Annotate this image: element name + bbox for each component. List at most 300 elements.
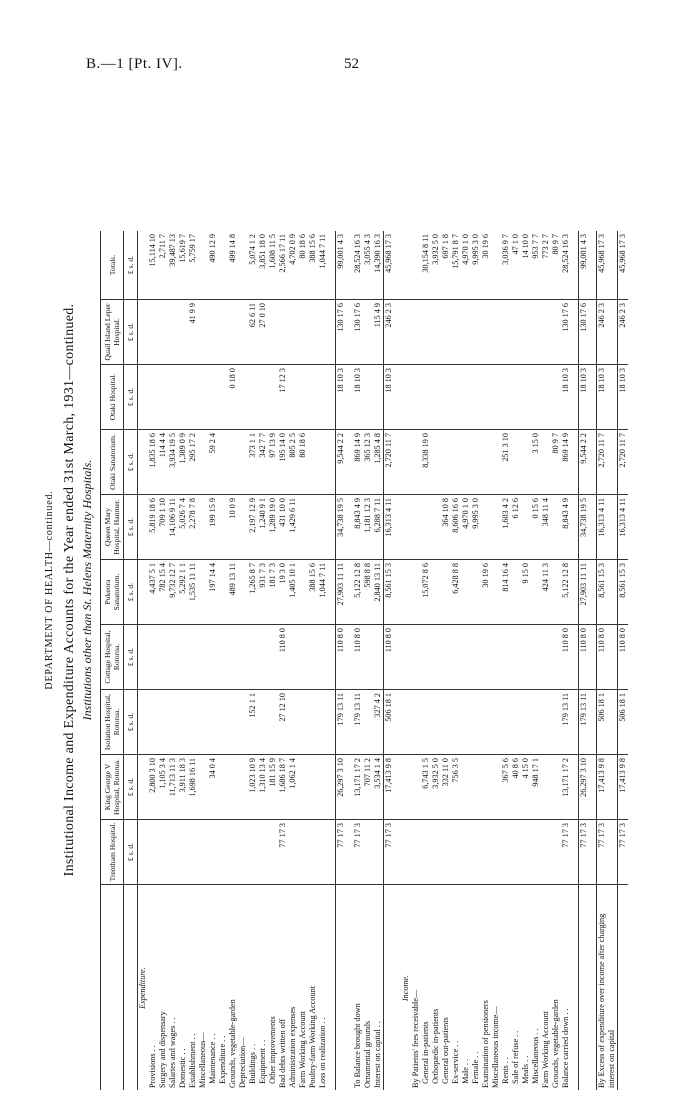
amount-cell: [521, 495, 531, 560]
total-cell: 26,297 3 10: [336, 755, 347, 820]
total-cell: 99,001 4 3: [579, 231, 590, 300]
amount-cell: [363, 625, 373, 690]
amount-cell: [401, 300, 411, 365]
spacer-cell: [571, 625, 579, 690]
amount-cell: 47 1 0: [511, 231, 521, 300]
amount-cell: [501, 690, 511, 755]
table-row: [268, 231, 278, 1090]
amount-cell: [228, 755, 238, 820]
amount-cell: [491, 365, 501, 430]
amount-cell: 4 15 0: [521, 755, 531, 820]
amount-cell: 34 0 4: [208, 755, 218, 820]
spacer-cell: [394, 885, 401, 1091]
unit-header: £ s. d.: [124, 625, 138, 690]
row-label: Male . .: [461, 1058, 470, 1088]
amount-cell: [451, 300, 461, 365]
amount-cell: 17 12 3: [278, 365, 288, 430]
spacer-row: [328, 231, 336, 1090]
unit-header: £ s. d.: [124, 755, 138, 820]
table-subtitle: Institutions other than St. Helens Maternity Hospitals.: [80, 459, 94, 721]
amount-cell: 28,524 16 3: [353, 231, 363, 300]
amount-cell: [198, 365, 208, 430]
table-row: [353, 231, 363, 1090]
amount-cell: 3,934 19 5: [168, 430, 178, 495]
amount-cell: 3 15 0: [531, 430, 541, 495]
amount-cell: [218, 820, 228, 885]
table-row: [363, 231, 373, 1090]
column-header: Quail Island Leper Hospital.: [101, 300, 124, 365]
table-row: [561, 231, 571, 1090]
spacer-cell: [328, 560, 336, 625]
table-row: [551, 231, 561, 1090]
amount-cell: [531, 365, 541, 430]
amount-cell: [511, 560, 521, 625]
amount-cell: [363, 690, 373, 755]
table-row: [228, 231, 238, 1090]
amount-cell: 332 11 0: [441, 755, 451, 820]
row-label: Depreciation—: [238, 1037, 247, 1088]
row-label: Poultry-farm Working Account: [308, 986, 317, 1088]
amount-cell: [441, 820, 451, 885]
table-row: [158, 231, 168, 1090]
amount-cell: [198, 231, 208, 300]
amount-cell: [431, 690, 441, 755]
amount-cell: [318, 755, 328, 820]
amount-cell: [541, 755, 551, 820]
total-cell: 27,903 11 11: [579, 560, 590, 625]
amount-cell: 110 8 0: [597, 625, 618, 690]
amount-cell: [451, 365, 461, 430]
amount-cell: 327 4 2: [373, 690, 384, 755]
amount-cell: [521, 820, 531, 885]
spacer-cell: [346, 231, 353, 300]
total-cell: 18 10 3: [336, 365, 347, 430]
column-header: [101, 885, 124, 1091]
table-row: [451, 231, 461, 1090]
amount-cell: [481, 365, 491, 430]
amount-cell: 17,413 9 8: [597, 755, 618, 820]
table-row: [258, 231, 268, 1090]
row-label: [384, 885, 395, 1091]
amount-cell: 18 10 3: [353, 365, 363, 430]
row-label: By Patients' fees receivable—: [411, 989, 420, 1088]
spacer-cell: [394, 300, 401, 365]
amount-cell: [308, 495, 318, 560]
amount-cell: 77 17 3: [278, 820, 288, 885]
amount-cell: [168, 625, 178, 690]
amount-cell: [481, 755, 491, 820]
amount-cell: 2,566 17 11: [278, 231, 288, 300]
amount-cell: 41 9 9: [188, 300, 198, 365]
amount-cell: [421, 365, 431, 430]
row-label: To Balance brought down: [353, 1003, 362, 1088]
amount-cell: 6,428 8 8: [451, 560, 461, 625]
amount-cell: 9 15 0: [521, 560, 531, 625]
amount-cell: [531, 560, 541, 625]
total-cell: 8,561 15 3: [618, 560, 629, 625]
amount-cell: 373 1 1: [248, 430, 258, 495]
amount-cell: [401, 755, 411, 820]
amount-cell: 15,114 10: [148, 231, 158, 300]
amount-cell: [198, 300, 208, 365]
amount-cell: 15,619 7: [178, 231, 188, 300]
amount-cell: [318, 300, 328, 365]
spacer-row: [346, 231, 353, 1090]
spacer-cell: [346, 625, 353, 690]
amount-cell: [208, 690, 218, 755]
amount-cell: [288, 820, 298, 885]
amount-cell: [501, 625, 511, 690]
unit-header: £ s. d.: [124, 495, 138, 560]
column-header: Isolation Hospital, Rotorua.: [101, 690, 124, 755]
amount-cell: [318, 430, 328, 495]
amount-cell: [551, 625, 561, 690]
amount-cell: 80 18 6: [298, 430, 308, 495]
amount-cell: [228, 625, 238, 690]
amount-cell: [481, 820, 491, 885]
total-cell: 16,313 4 11: [384, 495, 395, 560]
amount-cell: [158, 300, 168, 365]
amount-cell: 953 7 7: [531, 231, 541, 300]
total-cell: 246 2 3: [384, 300, 395, 365]
amount-cell: 15,791 8 7: [451, 231, 461, 300]
amount-cell: 1,835 18 6: [148, 430, 158, 495]
table-row: [401, 231, 411, 1090]
amount-cell: 1,535 11 11: [188, 560, 198, 625]
amount-cell: [431, 365, 441, 430]
table-row: [431, 231, 441, 1090]
amount-cell: [298, 495, 308, 560]
amount-cell: 45,968 17 3: [597, 231, 618, 300]
amount-cell: [491, 690, 501, 755]
amount-cell: [218, 560, 228, 625]
amount-cell: [218, 625, 228, 690]
amount-cell: [228, 690, 238, 755]
amount-cell: [308, 430, 318, 495]
spacer-cell: [394, 231, 401, 300]
amount-cell: 388 15 6: [308, 231, 318, 300]
amount-cell: 77 17 3: [353, 820, 363, 885]
amount-cell: 3,932 5 0: [431, 231, 441, 300]
table-row: [138, 231, 149, 1090]
amount-cell: [471, 625, 481, 690]
amount-cell: [521, 300, 531, 365]
amount-cell: [461, 690, 471, 755]
amount-cell: [198, 755, 208, 820]
spacer-cell: [328, 365, 336, 430]
table-row: [168, 231, 178, 1090]
table-row: [373, 231, 384, 1090]
spacer-cell: [346, 560, 353, 625]
amount-cell: 756 3 5: [451, 755, 461, 820]
amount-cell: [218, 495, 228, 560]
total-cell: 2,720 11 7: [618, 430, 629, 495]
spacer-cell: [571, 690, 579, 755]
unit-header: £ s. d.: [124, 690, 138, 755]
row-label: General in-patients: [421, 1021, 430, 1088]
row-label: Meals . .: [521, 1055, 530, 1088]
total-cell: 2,720 11 7: [384, 430, 395, 495]
table-row: [298, 231, 308, 1090]
amount-cell: [138, 365, 149, 430]
amount-cell: 4,970 1 0: [461, 231, 471, 300]
amount-cell: [258, 820, 268, 885]
spacer-cell: [328, 690, 336, 755]
amount-cell: [208, 365, 218, 430]
row-label: Establishment . .: [188, 1033, 197, 1088]
spacer-cell: [571, 560, 579, 625]
amount-cell: 6,743 1 5: [421, 755, 431, 820]
amount-cell: [208, 625, 218, 690]
amount-cell: [411, 560, 421, 625]
amount-cell: [363, 820, 373, 885]
spacer-row: [394, 231, 401, 1090]
amount-cell: [471, 430, 481, 495]
amount-cell: 3,534 1 4: [373, 755, 384, 820]
total-cell: 179 13 11: [336, 690, 347, 755]
column-header: Pukeora Sanatorium.: [101, 560, 124, 625]
amount-cell: 707 11 2: [363, 755, 373, 820]
amount-cell: 1,044 7 11: [318, 231, 328, 300]
amount-cell: [148, 820, 158, 885]
row-label: Ex-service . .: [451, 1040, 460, 1088]
amount-cell: [198, 560, 208, 625]
excess-row: [597, 231, 618, 1090]
amount-cell: [138, 495, 149, 560]
amount-cell: [238, 560, 248, 625]
amount-cell: [138, 560, 149, 625]
amount-cell: [401, 625, 411, 690]
amount-cell: [363, 365, 373, 430]
amount-cell: 1,181 12 3: [363, 495, 373, 560]
amount-cell: 697 1 8: [441, 231, 451, 300]
spacer-cell: [394, 755, 401, 820]
amount-cell: [198, 430, 208, 495]
amount-cell: [288, 625, 298, 690]
amount-cell: [298, 625, 308, 690]
amount-cell: [541, 365, 551, 430]
expenditure-total-row: [336, 231, 347, 1090]
amount-cell: [218, 300, 228, 365]
amount-cell: 499 14 8: [228, 231, 238, 300]
amount-cell: 367 5 6: [501, 755, 511, 820]
row-label: Grounds, vegetable-garden: [228, 999, 237, 1088]
amount-cell: 199 15 9: [208, 495, 218, 560]
amount-cell: [228, 820, 238, 885]
row-label: [618, 885, 629, 1091]
total-cell: 45,968 17 3: [384, 231, 395, 300]
amount-cell: 114 4 4: [158, 430, 168, 495]
amount-cell: [308, 625, 318, 690]
final-total-row: [618, 231, 629, 1090]
amount-cell: 9,732 12 7: [168, 560, 178, 625]
row-label: Maintenance . .: [208, 1033, 217, 1088]
total-cell: 18 10 3: [384, 365, 395, 430]
amount-cell: [218, 755, 228, 820]
amount-cell: [298, 820, 308, 885]
row-label: Other improvements: [268, 1016, 277, 1088]
amount-cell: 30 19 6: [481, 560, 491, 625]
table-row: [208, 231, 218, 1090]
amount-cell: [501, 365, 511, 430]
spacer-cell: [571, 365, 579, 430]
amount-cell: [491, 300, 501, 365]
amount-cell: [411, 231, 421, 300]
amount-cell: [298, 690, 308, 755]
amount-cell: 5,759 17: [188, 231, 198, 300]
amount-cell: [168, 365, 178, 430]
amount-cell: 13,171 17 2: [561, 755, 571, 820]
amount-cell: 0 18 0: [228, 365, 238, 430]
amount-cell: 97 13 9: [268, 430, 278, 495]
amount-cell: 9,995 3 0: [471, 231, 481, 300]
amount-cell: [521, 430, 531, 495]
row-label: Ornamental grounds: [363, 1020, 372, 1088]
row-label: [336, 885, 347, 1091]
spacer-cell: [328, 885, 336, 1091]
amount-cell: [441, 300, 451, 365]
amount-cell: 195 14 0: [278, 430, 288, 495]
amount-cell: 10 0 9: [228, 495, 238, 560]
total-cell: 130 17 6: [579, 300, 590, 365]
total-cell: 506 18 1: [618, 690, 629, 755]
amount-cell: [471, 300, 481, 365]
amount-cell: 598 8 8: [363, 560, 373, 625]
amount-cell: 348 11 4: [541, 495, 551, 560]
total-cell: 110 8 0: [336, 625, 347, 690]
amount-cell: [551, 300, 561, 365]
amount-cell: [471, 365, 481, 430]
spacer-cell: [571, 820, 579, 885]
amount-cell: [431, 560, 441, 625]
spacer-cell: [346, 690, 353, 755]
table-row: [541, 231, 551, 1090]
amount-cell: [551, 820, 561, 885]
amount-cell: [551, 495, 561, 560]
amount-cell: 5,122 12 8: [561, 560, 571, 625]
total-cell: 18 10 3: [579, 365, 590, 430]
amount-cell: 0 15 6: [531, 495, 541, 560]
amount-cell: 709 1 10: [158, 495, 168, 560]
amount-cell: 431 10 0: [278, 495, 288, 560]
row-label: Loss on realization . .: [318, 1017, 327, 1088]
total-cell: 27,903 11 11: [336, 560, 347, 625]
amount-cell: 869 14 9: [561, 430, 571, 495]
table-row: [491, 231, 501, 1090]
amount-cell: [238, 820, 248, 885]
amount-cell: 80 18 6: [298, 231, 308, 300]
amount-cell: [441, 690, 451, 755]
amount-cell: [268, 820, 278, 885]
amount-cell: 388 15 6: [308, 560, 318, 625]
amount-cell: [228, 300, 238, 365]
amount-cell: [138, 820, 149, 885]
amount-cell: [188, 625, 198, 690]
row-label: Grounds, vegetable-garden: [551, 999, 560, 1088]
accounts-table: [100, 231, 628, 1090]
spacer-cell: [394, 365, 401, 430]
amount-cell: 342 7 7: [258, 430, 268, 495]
amount-cell: [373, 625, 384, 690]
amount-cell: 1,023 10 9: [248, 755, 258, 820]
amount-cell: [138, 755, 149, 820]
amount-cell: [158, 365, 168, 430]
amount-cell: [401, 365, 411, 430]
amount-cell: [401, 820, 411, 885]
spacer-cell: [328, 495, 336, 560]
row-label: Female . .: [471, 1051, 480, 1088]
amount-cell: 110 8 0: [561, 625, 571, 690]
amount-cell: [541, 625, 551, 690]
column-header: Cottage Hospital, Rotorua.: [101, 625, 124, 690]
spacer-cell: [328, 625, 336, 690]
column-header: Otaki Hospital.: [101, 365, 124, 430]
amount-cell: 1,062 1 4: [288, 755, 298, 820]
amount-cell: 1,310 13 4: [258, 755, 268, 820]
amount-cell: [501, 820, 511, 885]
spacer-cell: [589, 231, 597, 300]
spacer-cell: [394, 625, 401, 690]
table-row: [461, 231, 471, 1090]
amount-cell: [268, 690, 278, 755]
total-cell: 110 8 0: [618, 625, 629, 690]
amount-cell: [411, 300, 421, 365]
amount-cell: 130 17 6: [353, 300, 363, 365]
spacer-cell: [328, 300, 336, 365]
amount-cell: [298, 560, 308, 625]
amount-cell: [198, 820, 208, 885]
amount-cell: 40 8 6: [511, 755, 521, 820]
amount-cell: [238, 365, 248, 430]
amount-cell: [401, 495, 411, 560]
spacer-row: [571, 231, 579, 1090]
table-row: [521, 231, 531, 1090]
amount-cell: [491, 231, 501, 300]
amount-cell: [511, 820, 521, 885]
row-label: Surgery and dispensary: [158, 1011, 167, 1088]
spacer-cell: [394, 430, 401, 495]
amount-cell: 197 14 4: [208, 560, 218, 625]
amount-cell: [431, 625, 441, 690]
amount-cell: 295 17 2: [188, 430, 198, 495]
amount-cell: [411, 625, 421, 690]
spacer-cell: [589, 495, 597, 560]
amount-cell: 1,603 4 2: [501, 495, 511, 560]
amount-cell: [218, 690, 228, 755]
amount-cell: [288, 365, 298, 430]
spacer-cell: [394, 820, 401, 885]
amount-cell: 18 10 3: [561, 365, 571, 430]
amount-cell: [208, 820, 218, 885]
unit-header: £ s. d.: [124, 231, 138, 300]
amount-cell: 5,819 18 6: [148, 495, 158, 560]
amount-cell: [248, 365, 258, 430]
amount-cell: 181 7 3: [268, 560, 278, 625]
total-cell: 17,413 9 8: [384, 755, 395, 820]
income-total-row: [579, 231, 590, 1090]
table-row: [471, 231, 481, 1090]
amount-cell: [421, 690, 431, 755]
amount-cell: [188, 365, 198, 430]
amount-cell: [218, 430, 228, 495]
amount-cell: [373, 820, 384, 885]
amount-cell: [198, 495, 208, 560]
department-title: DEPARTMENT OF HEALTH—continued.: [44, 490, 55, 690]
units-row: [124, 231, 138, 1090]
amount-cell: [431, 495, 441, 560]
amount-cell: [481, 625, 491, 690]
spacer-cell: [589, 365, 597, 430]
